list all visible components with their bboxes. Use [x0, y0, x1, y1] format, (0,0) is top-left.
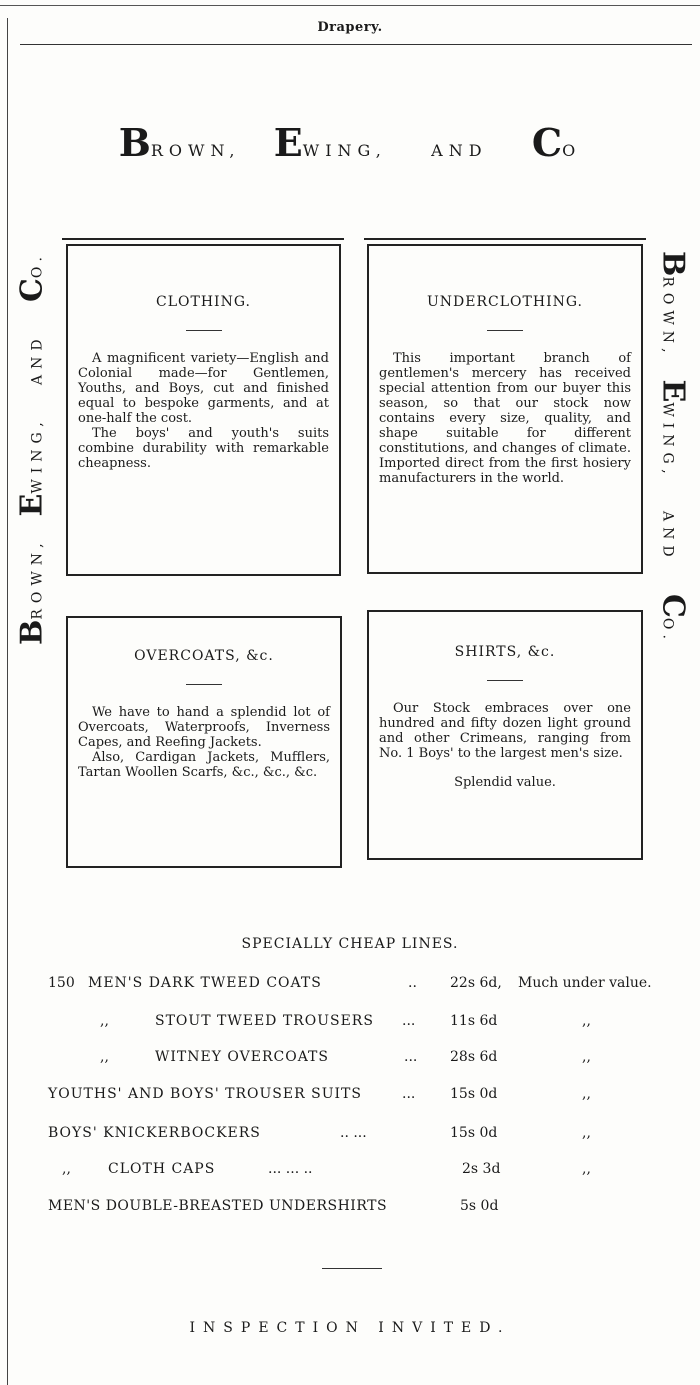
- row-item: MEN'S DOUBLE-BREASTED UNDERSHIRTS: [48, 1198, 388, 1214]
- title-c: C: [531, 120, 563, 165]
- box-clothing: [66, 244, 341, 576]
- side-title-left: [15, 251, 50, 645]
- row-item: BOYS' KNICKERBOCKERS: [48, 1125, 261, 1141]
- side-title-right: [656, 251, 691, 645]
- row-price: 2s 3d: [462, 1161, 501, 1177]
- row-qty: ,,: [100, 1049, 109, 1065]
- underclothing-heading: UNDERCLOTHING.: [427, 294, 583, 310]
- clothing-dash: [186, 330, 222, 331]
- row-item: WITNEY OVERCOATS: [155, 1049, 329, 1065]
- row-item: YOUTHS' AND BOYS' TROUSER SUITS: [48, 1086, 362, 1102]
- box-overcoats: [66, 616, 342, 868]
- side-right-c: C: [655, 593, 691, 618]
- side-left-rown: ROWN,: [29, 537, 46, 620]
- section-rule: [20, 44, 692, 45]
- price-row: [0, 1086, 700, 1106]
- side-right-rown: ROWN,: [659, 276, 676, 359]
- box-underclothing-outer-rule: [364, 238, 646, 240]
- row-note: Much under value.: [518, 975, 652, 991]
- top-rule: [0, 5, 700, 6]
- row-dots: .. ...: [340, 1125, 367, 1141]
- price-row: [0, 1161, 700, 1181]
- row-qty: 150: [48, 975, 75, 991]
- row-item: STOUT TWEED TROUSERS: [155, 1013, 374, 1029]
- box-clothing-outer-rule: [62, 238, 344, 240]
- row-note: ,,: [582, 1161, 591, 1177]
- row-price: 11s 6d: [450, 1013, 498, 1029]
- shirts-dash: [487, 680, 523, 681]
- shirts-para-2: Splendid value.: [454, 775, 556, 790]
- firm-title: [0, 120, 700, 165]
- price-row: [0, 975, 700, 995]
- row-note: ,,: [582, 1049, 591, 1065]
- side-right-wing: WING,: [659, 402, 676, 480]
- box-shirts: [367, 610, 643, 860]
- title-b: B: [118, 120, 151, 165]
- side-left-o: O.: [29, 251, 46, 279]
- overcoats-para-1: We have to hand a splendid lot of Overcoats, Waterproofs, Inverness Capes, and Reefing Jackets.: [78, 705, 330, 750]
- row-item: MEN'S DARK TWEED COATS: [88, 975, 322, 991]
- section-title: Drapery.: [317, 20, 383, 35]
- overcoats-dash: [186, 684, 222, 685]
- side-left-b: B: [14, 619, 50, 645]
- row-price: 15s 0d: [450, 1125, 498, 1141]
- row-dots: ...: [404, 1049, 418, 1065]
- title-e: E: [273, 120, 303, 165]
- row-dots: ..: [408, 975, 417, 991]
- row-item: CLOTH CAPS: [108, 1161, 216, 1177]
- side-left-wing: WING,: [29, 416, 46, 494]
- row-price: 5s 0d: [460, 1198, 499, 1214]
- price-row: [0, 1125, 700, 1145]
- row-price: 22s 6d,: [450, 975, 502, 991]
- side-left-e: E: [14, 493, 50, 517]
- clothing-para-2: The boys' and youth's suits combine durability with remarkable cheapness.: [78, 426, 329, 471]
- price-row: [0, 1198, 700, 1218]
- underclothing-dash: [487, 330, 523, 331]
- row-note: ,,: [582, 1086, 591, 1102]
- cheap-lines-heading: SPECIALLY CHEAP LINES.: [241, 936, 459, 952]
- clothing-heading: CLOTHING.: [156, 294, 251, 310]
- title-and: AND: [431, 141, 488, 160]
- box-underclothing: [367, 244, 643, 574]
- clothing-para-1: A magnificent variety—English and Colonial made—for Gentlemen, Youths, and Boys, cut and finished equal to bespoke garments, and at one-half the cost.: [78, 351, 329, 426]
- row-price: 28s 6d: [450, 1049, 498, 1065]
- row-qty: ,,: [100, 1013, 109, 1029]
- side-right-b: B: [655, 251, 691, 277]
- price-row: [0, 1013, 700, 1033]
- row-qty: ,,: [62, 1161, 71, 1177]
- overcoats-para-2: Also, Cardigan Jackets, Mufflers, Tartan Woollen Scarfs, &c., &c., &c.: [78, 750, 330, 780]
- price-row: [0, 1049, 700, 1069]
- row-price: 15s 0d: [450, 1086, 498, 1102]
- inspection-invited: INSPECTION INVITED.: [189, 1320, 511, 1336]
- end-rule: [322, 1268, 382, 1269]
- shirts-heading: SHIRTS, &c.: [454, 644, 556, 660]
- title-rown: ROWN,: [150, 141, 241, 160]
- shirts-para-1: Our Stock embraces over one hundred and fifty dozen light ground and other Crimeans, ranging from No. 1 Boys' to the largest men's size.: [379, 701, 631, 761]
- row-note: ,,: [582, 1125, 591, 1141]
- row-dots: ... ... ..: [268, 1161, 313, 1177]
- side-left-and: AND: [29, 333, 46, 385]
- side-right-o: O.: [659, 617, 676, 645]
- overcoats-heading: OVERCOATS, &c.: [134, 648, 274, 664]
- side-right-and: AND: [659, 511, 676, 563]
- title-wing: WING,: [302, 141, 387, 160]
- underclothing-para-1: This important branch of gentlemen's mercery has received special attention from our buyer this season, so that our stock now contains every size, quality, and shape suitable for different constitutions, and changes of climate. Imported direct from the first hosiery manufacturers in the world.: [379, 351, 631, 486]
- row-note: ,,: [582, 1013, 591, 1029]
- title-o: O: [562, 141, 582, 160]
- row-dots: ...: [402, 1086, 416, 1102]
- side-left-c: C: [14, 278, 50, 303]
- side-right-e: E: [655, 379, 691, 403]
- row-dots: ...: [402, 1013, 416, 1029]
